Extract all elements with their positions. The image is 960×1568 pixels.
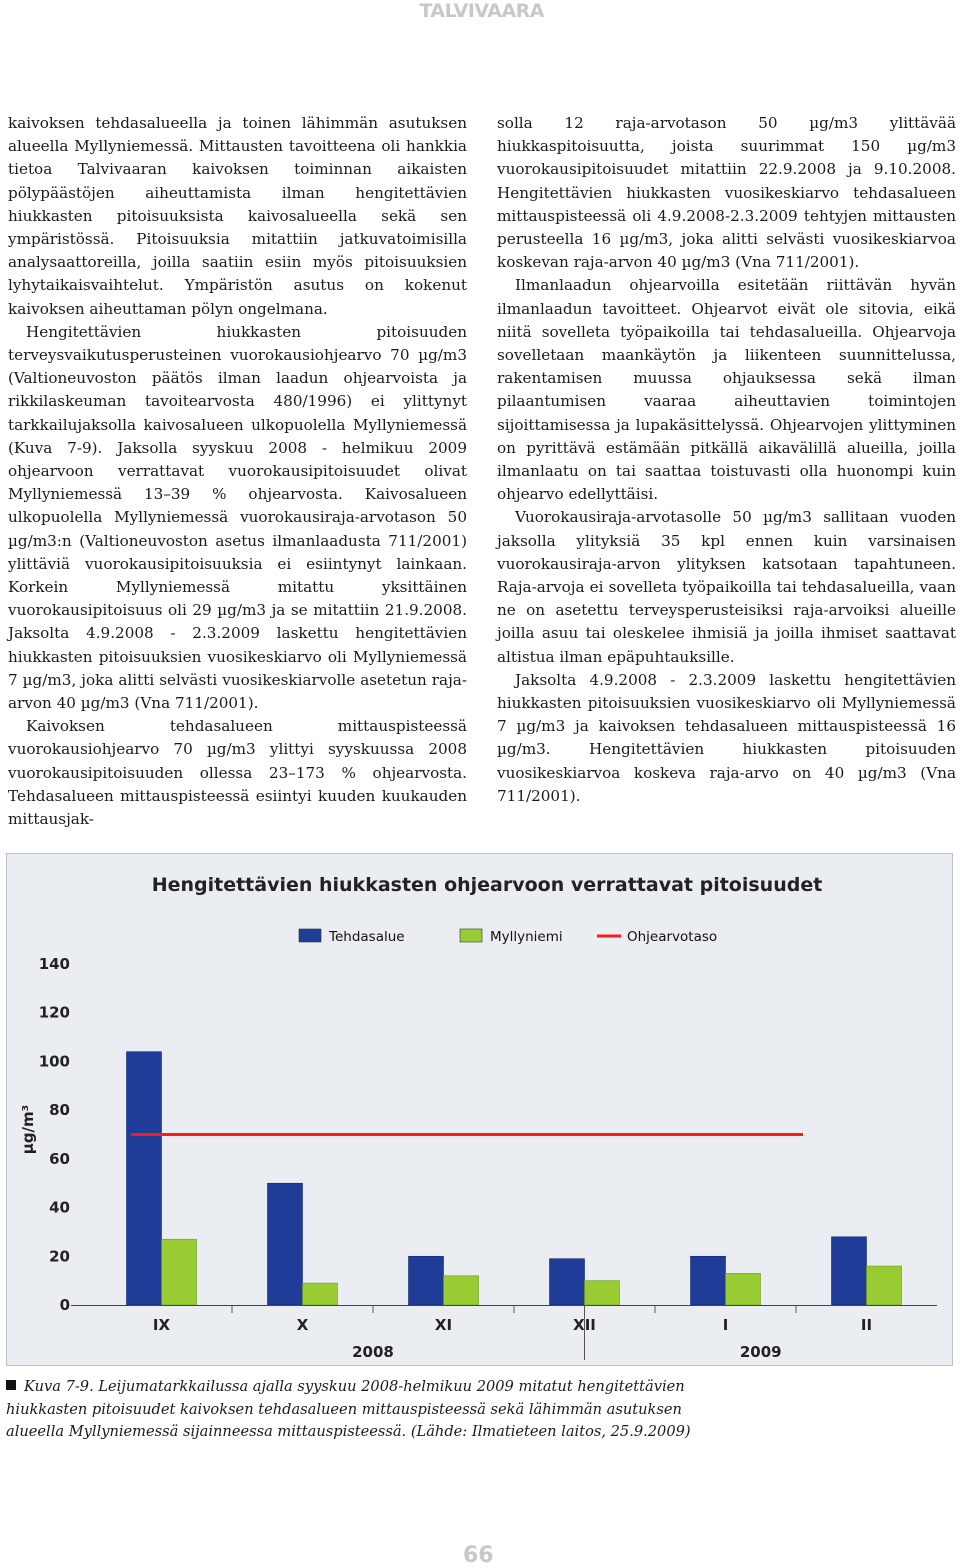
bar-myllyniemi-I [726, 1273, 761, 1305]
bars [127, 1052, 902, 1305]
bar-tehdasalue-XI [409, 1256, 444, 1305]
y-tick-label: 140 [38, 955, 70, 973]
legend-tehdasalue-label: Tehdasalue [329, 929, 405, 945]
year-label-2008: 2008 [352, 1343, 394, 1361]
figure-chart [6, 853, 953, 1366]
y-tick-label: 40 [49, 1198, 70, 1217]
legend-myllyniemi-label: Myllyniemi [490, 929, 563, 945]
bar-tehdasalue-I [691, 1256, 726, 1305]
x-tick-label: IX [152, 1316, 171, 1334]
x-tick-label: X [296, 1316, 309, 1334]
paragraph: solla 12 raja-arvotason 50 µg/m3 ylittävää hiukkaspitoisuutta, joista suurimmat 150 µg/m3 vuorokausipitoisuudet mitattiin 22.9.2008 ja 9.10.2008. Hengitettävien hiukkasten vuosikeskiarvo tehdasalueen mittauspisteessä oli 4.9.2008-2.3.2009 tehtyjen mittausten perusteella 16 µg/m3, joka alitti selvästi vuosikeskiarvoa koskevan raja-arvon 40 µg/m3 (Vna 711/2001). [497, 114, 956, 272]
paragraph: Jaksolta 4.9.2008 - 2.3.2009 laskettu hengitettävien hiukkasten pitoisuuksien vuosikeskiarvo oli Myllyniemessä 7 µg/m3 ja kaivoksen tehdasalueen mittauspisteessä 16 µg/m3. Hengitettävien hiukkasten pitoisuuden vuosikeskiarvoa koskeva raja-arvo on 40 µg/m3 (Vna 711/2001). [497, 670, 956, 805]
x-axis [71, 1305, 937, 1361]
legend-myllyniemi-swatch [460, 929, 482, 942]
paragraph: Hengitettävien hiukkasten pitoisuuden terveysvaikutusperusteinen vuorokausiohjearvo 70 µg/m3 (Valtioneuvoston päätös ilman laadun ohjearvoista ja rikkilaskeuman tavoitearvosta 480/1996) ei ylittynyt tarkkailujaksolla kaivosalueen ulkopuolella Myllyniemessä (Kuva 7-9). Jaksolla syyskuu 2008 - helmikuu 2009 ohjearvoon verrattavat vuorokausipitoisuudet olivat Myllyniemessä 13–39 % ohjearvosta. Kaivosalueen ulkopuolella Myllyniemessä vuorokausiraja-arvotason 50 µg/m3:n (Valtioneuvoston asetus ilmanlaadusta 711/2001) ylittäviä vuorokausipitoisuuksia ei esiintynyt lainkaan. Korkein Myllyniemessä mitattu yksittäinen vuorokausipitoisuus oli 29 µg/m3 ja se mitattiin 21.9.2008. Jaksolta 4.9.2008 - 2.3.2009 laskettu hengitettävien hiukkasten pitoisuuksien vuosikeskiarvo oli Myllyniemessä 7 µg/m3, joka alitti selvästi vuosikeskiarvolle asetetun raja-arvon 40 µg/m3 (Vna 711/2001). [8, 322, 467, 713]
paragraph: Vuorokausiraja-arvotasolle 50 µg/m3 sallitaan vuoden jaksolla ylityksiä 35 kpl ennen kuin varsinaisen vuorokausiraja-arvon ylityksen katsotaan tapahtuneen. Raja-arvoja ei sovelleta työpaikoilla tai tehdasalueilla, vaan ne on asetettu terveysperusteisiksi raja-arvoiksi alueille joilla asuu tai oleskelee ihmisiä ja joilla ihmiset saattavat altistua ilman epäpuhtauksille. [497, 508, 956, 666]
left-column [8, 112, 467, 831]
chart-title: Hengitettävien hiukkasten ohjearvoon verrattavat pitoisuudet [151, 874, 823, 896]
legend-ohjearvotaso-label: Ohjearvotaso [627, 929, 718, 945]
paragraph: kaivoksen tehdasalueella ja toinen lähimmän asutuksen alueella Myllyniemessä. Mittausten tavoitteena oli hankkia tietoa Talvivaaran kaivoksen toiminnan aikaisten pölypäästöjen aiheuttamista ilman hengitettävien hiukkasten pitoisuuksista kaivosalueella sekä sen ympäristössä. Pitoisuuksia mitattiin jatkuvatoimisilla analysaattoreilla, joilla saatiin esiin myös pitoisuuksien lyhytaikaisvaihtelut. Ympäristön asutus on kokenut kaivoksen aiheuttaman pölyn ongelmana. [8, 114, 467, 318]
figure-caption [6, 1376, 726, 1444]
x-tick-label: XII [573, 1316, 596, 1334]
header-brand: TALVIVAARA [419, 0, 544, 22]
year-label-2009: 2009 [739, 1343, 782, 1361]
x-tick-label: XI [434, 1316, 453, 1334]
y-tick-label: 20 [49, 1247, 70, 1266]
y-axis [19, 955, 70, 1314]
caption-label: Kuva 7-9. [24, 1378, 94, 1395]
y-tick-label: 0 [59, 1296, 70, 1314]
caption-marker [6, 1380, 16, 1390]
y-axis-label: µg/m³ [19, 1104, 37, 1155]
chart-legend [299, 929, 717, 945]
caption-text: Leijumatarkkailussa ajalla syyskuu 2008-helmikuu 2009 mitatut hengitettävien hiukkasten pitoisuudet kaivoksen tehdasalueen mittauspisteessä sekä lähimmän asutuksen alueella Myllyniemessä sijainneessa mittauspisteessä. (Lähde: Ilmatieteen laitos, 25.9.2009) [6, 1378, 691, 1441]
legend-tehdasalue-swatch [299, 929, 321, 942]
bar-tehdasalue-XII [550, 1259, 585, 1305]
page-number: 66 [463, 1543, 494, 1568]
y-tick-label: 100 [38, 1052, 70, 1071]
x-tick-label: II [860, 1316, 873, 1334]
right-column [497, 112, 956, 808]
bar-myllyniemi-XII [585, 1281, 620, 1305]
y-tick-label: 120 [38, 1003, 70, 1022]
bar-myllyniemi-II [867, 1266, 902, 1305]
bar-tehdasalue-II [832, 1237, 867, 1305]
paragraph: Ilmanlaadun ohjearvoilla esitetään riittävän hyvän ilmanlaadun tavoitteet. Ohjearvot eivät ole sitovia, eikä niitä sovelleta työpaikoilla tai tehdasalueilla. Ohjearvoja sovelletaan maankäytön ja liikenteen suunnittelussa, rakentamisen muussa ohjauksessa sekä ilman pilaantumisen vaaraa aiheuttavien toimintojen sijoittamisessa ja lupakäsittelyssä. Ohjearvojen ylittyminen on pyrittävä estämään pitkällä aikavälillä alueilla, joilla ilmanlaatu on tai saattaa toistuvasti olla huonompi kuin ohjearvo edellyttäisi. [497, 276, 956, 504]
y-tick-label: 60 [49, 1149, 70, 1168]
bar-tehdasalue-IX [127, 1052, 162, 1305]
bar-myllyniemi-XI [444, 1276, 479, 1305]
paragraph: Kaivoksen tehdasalueen mittauspisteessä vuorokausiohjearvo 70 µg/m3 ylittyi syyskuussa 2008 vuorokausipitoisuuden ollessa 23–173 % ohjearvosta. Tehdasalueen mittauspisteessä esiintyi kuuden kuukauden mittausjak- [8, 717, 467, 829]
x-tick-label: I [722, 1316, 729, 1334]
bar-chart [7, 854, 952, 1365]
bar-tehdasalue-X [268, 1183, 303, 1305]
y-tick-label: 80 [49, 1101, 70, 1120]
bar-myllyniemi-IX [162, 1239, 197, 1305]
bar-myllyniemi-X [303, 1283, 338, 1305]
